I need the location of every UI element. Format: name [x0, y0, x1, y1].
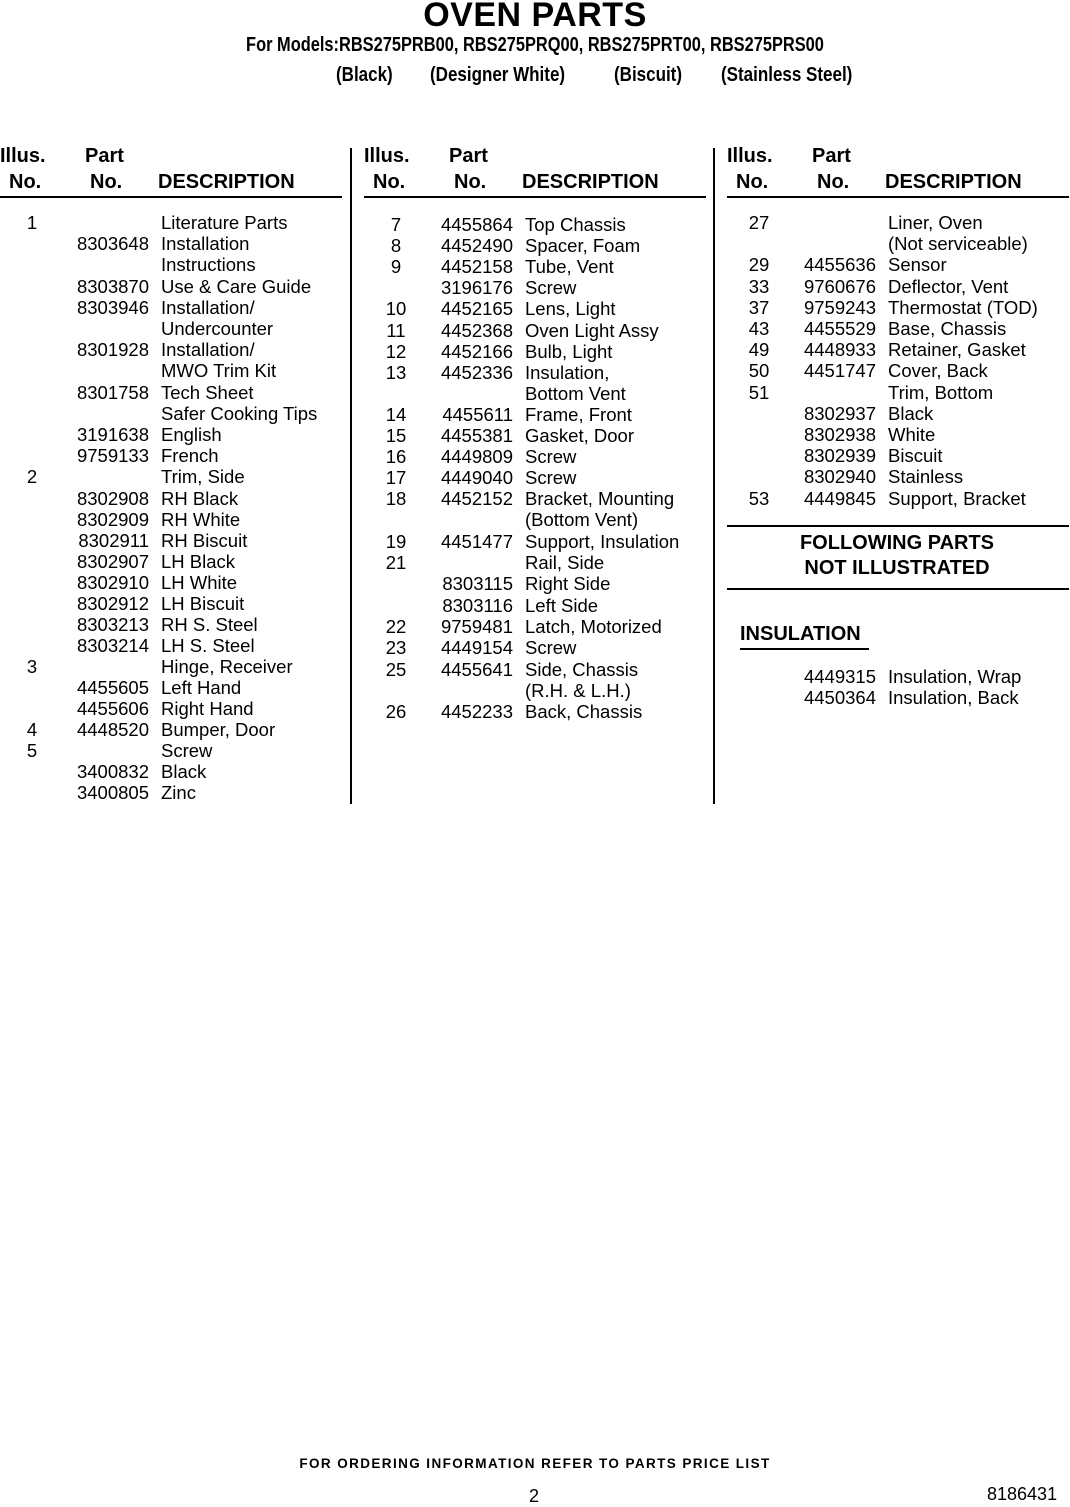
- insulation-underline: [740, 648, 869, 650]
- part-number: 4451477: [440, 531, 513, 552]
- part-description: (R.H. & L.H.): [525, 680, 631, 701]
- part-number: 4455611: [442, 404, 513, 425]
- part-description: Trim, Bottom: [888, 382, 994, 403]
- header-illus-no-1: No.: [9, 171, 42, 193]
- document-number: 8186431: [987, 1484, 1058, 1504]
- table-row: [727, 360, 1070, 381]
- illus-number: 1: [26, 212, 38, 233]
- part-number: 9759133: [76, 445, 149, 466]
- header-description-2: DESCRIPTION: [522, 171, 659, 193]
- header-description-3: DESCRIPTION: [885, 171, 1022, 193]
- table-row: [0, 360, 345, 381]
- part-description: Oven Light Assy: [525, 320, 659, 341]
- not-illustrated-heading-1: FOLLOWING PARTS: [799, 532, 995, 554]
- part-description: Left Hand: [161, 677, 242, 698]
- illus-number: 37: [748, 297, 770, 318]
- part-description: Zinc: [161, 782, 196, 803]
- part-number: 4452166: [440, 341, 513, 362]
- header-rule-1: [0, 196, 342, 198]
- header-rule-3: [727, 196, 1069, 198]
- color-black: (Black): [336, 64, 393, 86]
- table-row: [0, 212, 345, 233]
- table-row: [0, 297, 345, 318]
- part-number: 8303946: [76, 297, 149, 318]
- table-row: [727, 318, 1070, 339]
- part-description: Bulb, Light: [525, 341, 613, 362]
- part-description: French: [161, 445, 219, 466]
- part-number: 4455605: [76, 677, 149, 698]
- illus-number: 17: [385, 467, 407, 488]
- illus-number: 19: [385, 531, 407, 552]
- table-row: [364, 488, 709, 509]
- table-row: [727, 424, 1070, 445]
- part-description: Base, Chassis: [888, 318, 1007, 339]
- part-description: Installation/: [161, 297, 255, 318]
- illus-number: 9: [390, 256, 402, 277]
- table-row: [364, 298, 709, 319]
- table-row: [0, 572, 345, 593]
- illus-number: 16: [385, 446, 407, 467]
- part-number: 8301758: [76, 382, 149, 403]
- list-item: [727, 666, 1067, 687]
- not-illustrated-top-rule: [727, 525, 1069, 527]
- table-row: [0, 530, 345, 551]
- part-number: 4455529: [803, 318, 876, 339]
- table-row: [0, 782, 345, 803]
- table-row: [364, 256, 709, 277]
- part-number: 4452368: [440, 320, 513, 341]
- part-description: Lens, Light: [525, 298, 616, 319]
- table-row: [364, 659, 709, 680]
- part-description: Left Side: [525, 595, 599, 616]
- header-rule-2: [364, 196, 706, 198]
- illus-number: 21: [385, 552, 407, 573]
- part-description: (Bottom Vent): [525, 509, 639, 530]
- table-row: [0, 233, 345, 254]
- table-row: [0, 382, 345, 403]
- part-number: 8302910: [76, 572, 149, 593]
- table-row: [0, 254, 345, 275]
- part-number: 8301928: [76, 339, 149, 360]
- part-number: 8302908: [76, 488, 149, 509]
- part-number: 8302907: [76, 551, 149, 572]
- part-number: 4452336: [440, 362, 513, 383]
- part-number: 4449845: [803, 488, 876, 509]
- part-description: Liner, Oven: [888, 212, 983, 233]
- table-row: [727, 488, 1070, 509]
- table-row: [0, 740, 345, 761]
- part-description: RH S. Steel: [161, 614, 258, 635]
- part-number: 4449040: [440, 467, 513, 488]
- illus-number: 15: [385, 425, 407, 446]
- part-number: 3196176: [440, 277, 513, 298]
- part-description: Biscuit: [888, 445, 943, 466]
- part-number: 8302911: [78, 530, 149, 551]
- part-description: Use & Care Guide: [161, 276, 312, 297]
- header-part-no-3: No.: [817, 171, 850, 193]
- table-row: [0, 466, 345, 487]
- header-illus-no-3: No.: [736, 171, 769, 193]
- header-illus-3: Illus.: [727, 145, 773, 167]
- part-description: Stainless: [888, 466, 964, 487]
- part-number: 4451747: [803, 360, 876, 381]
- table-row: [0, 445, 345, 466]
- part-number: 8303214: [76, 635, 149, 656]
- illus-number: 4: [26, 719, 38, 740]
- illus-number: 3: [26, 656, 38, 677]
- part-description: Frame, Front: [525, 404, 632, 425]
- part-number: 4448933: [803, 339, 876, 360]
- table-row: [0, 318, 345, 339]
- part-number: 4452158: [440, 256, 513, 277]
- header-illus-no-2: No.: [373, 171, 406, 193]
- part-description: Right Side: [525, 573, 611, 594]
- part-number: 4452233: [440, 701, 513, 722]
- table-row: [727, 276, 1070, 297]
- part-description: Side, Chassis: [525, 659, 639, 680]
- table-row: [0, 488, 345, 509]
- table-row: [0, 698, 345, 719]
- table-row: [364, 552, 709, 573]
- table-row: [364, 637, 709, 658]
- part-description: LH Biscuit: [161, 593, 245, 614]
- part-number: 4449315: [803, 666, 876, 687]
- part-number: 9759481: [440, 616, 513, 637]
- table-row: [0, 656, 345, 677]
- part-description: Rail, Side: [525, 552, 605, 573]
- table-row: [364, 573, 709, 594]
- part-description: RH Black: [161, 488, 239, 509]
- table-row: [364, 616, 709, 637]
- illus-number: 7: [390, 214, 402, 235]
- list-item: [727, 687, 1067, 708]
- not-illustrated-heading-2: NOT ILLUSTRATED: [804, 557, 990, 579]
- illus-number: 12: [385, 341, 407, 362]
- part-description: Bumper, Door: [161, 719, 276, 740]
- part-number: 4455641: [440, 659, 513, 680]
- part-description: Screw: [525, 467, 577, 488]
- part-description: Right Hand: [161, 698, 254, 719]
- illus-number: 18: [385, 488, 407, 509]
- part-description: Gasket, Door: [525, 425, 634, 446]
- part-number: 8302937: [803, 403, 876, 424]
- part-description: Retainer, Gasket: [888, 339, 1026, 360]
- part-number: 4450364: [803, 687, 876, 708]
- insulation-heading: INSULATION: [740, 623, 861, 645]
- illus-number: 50: [748, 360, 770, 381]
- part-description: Instructions: [161, 254, 256, 275]
- part-number: 9760676: [803, 276, 876, 297]
- part-description: Black: [888, 403, 934, 424]
- not-illustrated-bottom-rule: [727, 588, 1069, 590]
- part-description: Insulation, Wrap: [888, 666, 1022, 687]
- part-number: 8302939: [803, 445, 876, 466]
- part-description: Insulation, Back: [888, 687, 1019, 708]
- part-description: Installation: [161, 233, 250, 254]
- table-row: [727, 297, 1070, 318]
- color-designer-white: (Designer White): [430, 64, 566, 86]
- table-row: [0, 635, 345, 656]
- part-number: 4452165: [440, 298, 513, 319]
- table-row: [0, 509, 345, 530]
- part-number: 4455381: [440, 425, 513, 446]
- table-row: [364, 320, 709, 341]
- illus-number: 5: [26, 740, 38, 761]
- models-line: For Models:RBS275PRB00, RBS275PRQ00, RBS275PRT00, RBS275PRS00: [246, 34, 824, 56]
- part-description: Deflector, Vent: [888, 276, 1009, 297]
- part-description: MWO Trim Kit: [161, 360, 277, 381]
- illus-number: 22: [385, 616, 407, 637]
- part-number: 8302940: [803, 466, 876, 487]
- part-description: Installation/: [161, 339, 255, 360]
- part-description: Undercounter: [161, 318, 274, 339]
- illus-number: 53: [748, 488, 770, 509]
- table-row: [0, 424, 345, 445]
- part-description: LH S. Steel: [161, 635, 255, 656]
- part-description: Thermostat (TOD): [888, 297, 1038, 318]
- color-stainless-steel: (Stainless Steel): [721, 64, 853, 86]
- illus-number: 51: [748, 382, 770, 403]
- part-description: Insulation,: [525, 362, 610, 383]
- table-row: [0, 593, 345, 614]
- illus-number: 11: [386, 320, 406, 341]
- part-number: 4449809: [440, 446, 513, 467]
- part-number: 4452490: [440, 235, 513, 256]
- table-row: [364, 680, 709, 701]
- illus-number: 29: [748, 254, 770, 275]
- table-row: [727, 403, 1070, 424]
- part-description: Bottom Vent: [525, 383, 626, 404]
- illus-number: 10: [385, 298, 407, 319]
- table-row: [0, 551, 345, 572]
- part-number: 4452152: [440, 488, 513, 509]
- illus-number: 13: [385, 362, 407, 383]
- part-description: Top Chassis: [525, 214, 626, 235]
- table-row: [364, 341, 709, 362]
- part-description: White: [888, 424, 936, 445]
- part-description: LH Black: [161, 551, 236, 572]
- illus-number: 25: [385, 659, 407, 680]
- illus-number: 8: [390, 235, 402, 256]
- table-row: [727, 233, 1070, 254]
- part-description: LH White: [161, 572, 238, 593]
- table-row: [0, 276, 345, 297]
- illus-number: 27: [748, 212, 770, 233]
- illus-number: 14: [385, 404, 407, 425]
- illus-number: 49: [748, 339, 770, 360]
- part-number: 8303870: [76, 276, 149, 297]
- header-part-3: Part: [812, 145, 851, 167]
- part-number: 3400832: [76, 761, 149, 782]
- part-number: 4449154: [440, 637, 513, 658]
- part-number: 8303116: [442, 595, 513, 616]
- table-row: [727, 382, 1070, 403]
- column-divider-2: [713, 148, 715, 804]
- table-row: [364, 446, 709, 467]
- ordering-footer: FOR ORDERING INFORMATION REFER TO PARTS PRICE LIST: [299, 1456, 771, 1471]
- table-row: [0, 614, 345, 635]
- table-row: [364, 467, 709, 488]
- part-description: Trim, Side: [161, 466, 245, 487]
- part-number: 8303115: [442, 573, 513, 594]
- header-part-2: Part: [449, 145, 488, 167]
- part-description: Back, Chassis: [525, 701, 643, 722]
- illus-number: 43: [748, 318, 770, 339]
- header-illus-2: Illus.: [364, 145, 410, 167]
- page-title: OVEN PARTS: [423, 0, 647, 34]
- page-number: 2: [529, 1486, 540, 1506]
- table-row: [364, 214, 709, 235]
- part-description: Latch, Motorized: [525, 616, 662, 637]
- illus-number: 2: [26, 466, 38, 487]
- part-description: (Not serviceable): [888, 233, 1028, 254]
- part-description: Tube, Vent: [525, 256, 614, 277]
- part-description: RH Biscuit: [161, 530, 248, 551]
- part-description: Cover, Back: [888, 360, 988, 381]
- part-description: Sensor: [888, 254, 947, 275]
- part-number: 8303648: [76, 233, 149, 254]
- table-row: [364, 362, 709, 383]
- table-row: [0, 719, 345, 740]
- part-description: Safer Cooking Tips: [161, 403, 318, 424]
- table-row: [364, 404, 709, 425]
- part-description: English: [161, 424, 222, 445]
- part-description: Support, Bracket: [888, 488, 1026, 509]
- part-description: Screw: [161, 740, 213, 761]
- header-description-1: DESCRIPTION: [158, 171, 295, 193]
- color-biscuit: (Biscuit): [614, 64, 682, 86]
- part-number: 8303213: [76, 614, 149, 635]
- illus-number: 23: [385, 637, 407, 658]
- part-description: Screw: [525, 446, 577, 467]
- table-row: [727, 339, 1070, 360]
- part-description: Tech Sheet: [161, 382, 254, 403]
- part-number: 8302912: [76, 593, 149, 614]
- part-number: 3400805: [76, 782, 149, 803]
- table-row: [727, 212, 1070, 233]
- part-number: 8302909: [76, 509, 149, 530]
- header-part-no-2: No.: [454, 171, 487, 193]
- table-row: [0, 677, 345, 698]
- table-row: [727, 445, 1070, 466]
- part-description: Hinge, Receiver: [161, 656, 293, 677]
- part-description: Bracket, Mounting: [525, 488, 675, 509]
- table-row: [727, 466, 1070, 487]
- part-description: Screw: [525, 277, 577, 298]
- table-row: [364, 277, 709, 298]
- header-illus-1: Illus.: [0, 145, 46, 167]
- part-number: 3191638: [76, 424, 149, 445]
- part-description: RH White: [161, 509, 241, 530]
- illus-number: 33: [748, 276, 770, 297]
- header-part-1: Part: [85, 145, 124, 167]
- part-number: 4448520: [76, 719, 149, 740]
- table-row: [0, 403, 345, 424]
- part-description: Literature Parts: [161, 212, 288, 233]
- part-description: Screw: [525, 637, 577, 658]
- table-row: [364, 595, 709, 616]
- table-row: [364, 235, 709, 256]
- illus-number: 26: [385, 701, 407, 722]
- part-number: 9759243: [803, 297, 876, 318]
- part-description: Black: [161, 761, 207, 782]
- header-part-no-1: No.: [90, 171, 123, 193]
- table-row: [364, 701, 709, 722]
- table-row: [727, 254, 1070, 275]
- part-number: 4455864: [440, 214, 513, 235]
- part-description: Spacer, Foam: [525, 235, 641, 256]
- table-row: [0, 761, 345, 782]
- table-row: [0, 339, 345, 360]
- part-number: 4455636: [803, 254, 876, 275]
- column-divider-1: [350, 148, 352, 804]
- table-row: [364, 509, 709, 530]
- table-row: [364, 383, 709, 404]
- part-number: 4455606: [76, 698, 149, 719]
- table-row: [364, 531, 709, 552]
- part-number: 8302938: [803, 424, 876, 445]
- part-description: Support, Insulation: [525, 531, 680, 552]
- table-row: [364, 425, 709, 446]
